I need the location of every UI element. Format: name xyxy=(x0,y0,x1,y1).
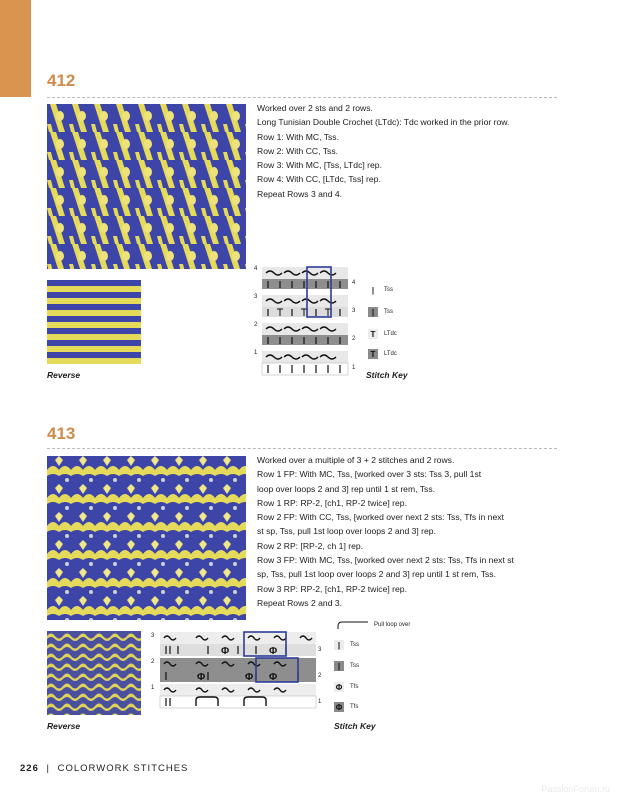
stitch-key-413 xyxy=(334,618,454,718)
key-item-tfs-dark: Φ Tfs xyxy=(335,702,359,712)
key-item-tss-dark: | Tss xyxy=(334,661,359,671)
row-label-right: 3 xyxy=(318,647,322,653)
reverse-caption-412: Reverse xyxy=(47,370,81,380)
reverse-photo-413 xyxy=(47,631,141,715)
svg-text:Φ: Φ xyxy=(221,646,230,657)
instruction-line: Repeat Rows 3 and 4. xyxy=(257,188,343,199)
chart-grid-412 xyxy=(252,263,362,381)
section-title: COLORWORK STITCHES xyxy=(57,763,189,774)
tss-dark-icon: | xyxy=(368,307,378,317)
tss-dark-icon: | xyxy=(334,661,344,671)
stitch-key-title-412: Stitch Key xyxy=(366,370,408,380)
stitch-number-412: 412 xyxy=(47,71,76,90)
key-item-pull-loop: Pull loop over xyxy=(334,620,410,630)
section-divider xyxy=(47,448,557,449)
row-label-left: 2 xyxy=(151,659,155,665)
page-number: 226 xyxy=(20,763,39,774)
row-label-right: 4 xyxy=(352,280,356,286)
swatch-photo-413 xyxy=(47,456,246,620)
instruction-line: Row 1 RP: RP-2, [ch1, RP-2 twice] rep. xyxy=(257,497,407,508)
row-label-left: 1 xyxy=(151,685,155,691)
instruction-line: loop over loops 2 and 3] rep until 1 st rem, Tss. xyxy=(257,483,436,494)
tss-light-icon: | xyxy=(334,640,344,650)
instruction-line: Row 1: With MC, Tss. xyxy=(257,131,339,142)
footer-separator: | xyxy=(46,763,50,774)
ltdc-dark-icon: T xyxy=(368,349,378,359)
row-label-left: 1 xyxy=(254,350,258,356)
page-footer xyxy=(20,763,188,774)
tfs-light-icon: Φ xyxy=(335,682,343,692)
chart-grid-413 xyxy=(148,628,326,718)
instruction-line: Worked over 2 sts and 2 rows. xyxy=(257,103,373,113)
ltdc-light-icon: T xyxy=(368,329,378,339)
key-item-tss: | Tss xyxy=(334,640,359,650)
reverse-caption-413: Reverse xyxy=(47,721,81,731)
row-label-right: 2 xyxy=(352,336,356,342)
section-divider xyxy=(47,97,557,98)
instruction-line: Worked over a multiple of 3 + 2 stitches and 2 rows. xyxy=(257,455,455,465)
watermark: PassionForum.ru xyxy=(541,784,610,794)
row-label-left: 2 xyxy=(254,322,258,328)
key-item-ltdc-dark: T LTdc xyxy=(368,349,397,359)
instruction-line: Row 2 RP: [RP-2, ch 1] rep. xyxy=(257,540,364,551)
instruction-line: st sp, Tss, pull 1st loop over loops 2 and 3] rep. xyxy=(257,526,436,537)
instruction-line: Row 1 FP: With MC, Tss, [worked over 3 sts: Tss 3, pull 1st xyxy=(257,469,482,480)
svg-text:Φ: Φ xyxy=(245,672,254,683)
tfs-dark-icon: Φ xyxy=(335,702,343,712)
instructions-413 xyxy=(257,453,557,610)
instruction-line: Row 2 FP: With CC, Tss, [worked over next 2 sts: Tss, Tfs in next xyxy=(257,512,504,523)
instruction-line: Repeat Rows 2 and 3. xyxy=(257,597,343,608)
key-item-ltdc: T LTdc xyxy=(368,329,397,339)
instruction-line: Long Tunisian Double Crochet (LTdc): Tdc worked in the prior row. xyxy=(257,117,510,128)
row-label-right: 1 xyxy=(352,365,356,371)
instruction-line: Row 3: With MC, [Tss, LTdc] rep. xyxy=(257,160,382,171)
stitch-key-title-413: Stitch Key xyxy=(334,721,376,731)
swatch-photo-412 xyxy=(47,104,246,269)
stitch-number-413: 413 xyxy=(47,424,76,443)
instruction-line: Row 2: With CC, Tss. xyxy=(257,145,339,156)
row-label-right: 2 xyxy=(318,673,322,679)
instruction-line: Row 3 RP: RP-2, [ch1, RP-2 twice] rep. xyxy=(257,583,407,594)
reverse-photo-412 xyxy=(47,280,141,364)
chapter-tab xyxy=(0,0,31,97)
row-label-right: 1 xyxy=(318,699,322,705)
instruction-line: sp, Tss, pull 1st loop over loops 2 and 3] rep until 1 st rem, Tss. xyxy=(257,569,496,580)
svg-text:Φ: Φ xyxy=(269,646,278,657)
stitch-key-412 xyxy=(368,285,448,365)
row-label-right: 3 xyxy=(352,308,356,314)
svg-text:Φ: Φ xyxy=(197,672,206,683)
svg-text:Φ: Φ xyxy=(269,672,278,683)
stitch-chart-413 xyxy=(148,628,326,718)
instruction-line: Row 3 FP: With MC, Tss, [worked over next 2 sts: Tss, Tfs in next st xyxy=(257,555,514,566)
key-item-tss: | Tss xyxy=(368,285,393,295)
pull-loop-icon xyxy=(334,620,370,630)
row-label-left: 3 xyxy=(254,294,258,300)
row-label-left: 4 xyxy=(254,266,258,272)
stitch-chart-412 xyxy=(252,263,362,381)
key-item-tfs: Φ Tfs xyxy=(335,682,359,692)
instruction-line: Row 4: With CC, [LTdc, Tss] rep. xyxy=(257,174,381,185)
tss-light-icon: | xyxy=(371,285,375,295)
row-label-left: 3 xyxy=(151,633,155,639)
key-item-tss-dark: | Tss xyxy=(368,307,393,317)
instructions-412 xyxy=(257,101,557,201)
